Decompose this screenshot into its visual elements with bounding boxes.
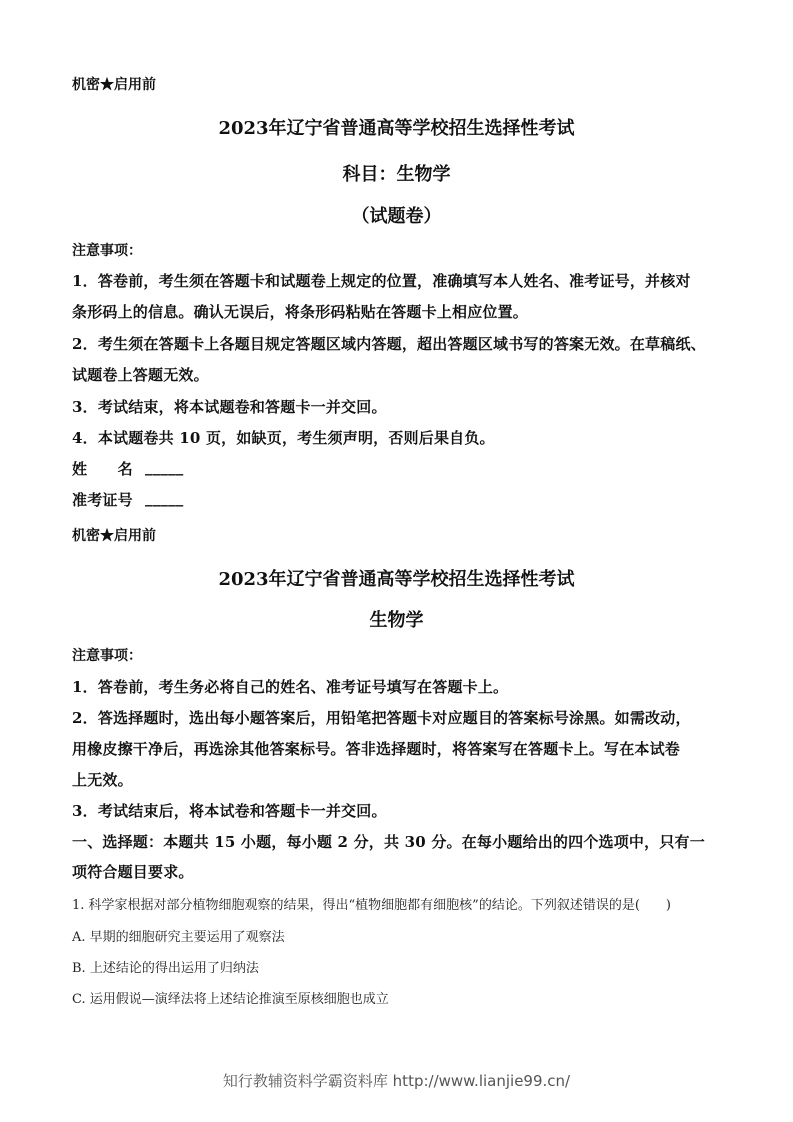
notice-line: 1．答卷前，考生务必将自己的姓名、准考证号填写在答题卡上。	[72, 678, 509, 696]
question-option-b: B. 上述结论的得出运用了归纳法	[72, 961, 259, 976]
notice-heading: 注意事项：	[72, 243, 142, 259]
exam-title: 2023年辽宁省普通高等学校招生选择性考试	[218, 118, 575, 139]
id-field-label: 准考证号	[72, 491, 133, 509]
notice-line: 2．答选择题时，选出每小题答案后，用铅笔把答题卡对应题目的答案标号涂黑。如需改动，	[72, 709, 691, 727]
notice-line: 用橡皮擦干净后，再选涂其他答案标号。答非选择题时，将答案写在答题卡上。写在本试卷	[72, 740, 681, 758]
notice-line: 1．答卷前，考生须在答题卡和试题卷上规定的位置，准确填写本人姓名、准考证号，并核对	[72, 272, 691, 290]
subject-title: 生物学	[369, 610, 424, 631]
confidential-label: 机密★启用前	[72, 77, 156, 93]
subject-title: 科目：生物学	[342, 164, 451, 185]
part-heading: 一、选择题：本题共 15 小题，每小题 2 分，共 30 分。在每小题给出的四个选项中，只有一	[72, 833, 705, 851]
notice-line: 4．本试题卷共 10 页，如缺页，考生须声明，否则后果自负。	[72, 429, 495, 447]
name-field-blank: _____	[145, 458, 184, 476]
notice-heading: 注意事项：	[72, 648, 142, 664]
question-option-c: C. 运用假说—演绎法将上述结论推演至原核细胞也成立	[72, 992, 389, 1007]
notice-line: 试题卷上答题无效。	[72, 366, 209, 384]
notice-line: 3．考试结束，将本试题卷和答题卡一并交回。	[72, 398, 387, 416]
question-stem: 1. 科学家根据对部分植物细胞观察的结果，得出“植物细胞都有细胞核”的结论。下列叙述错误的是( )	[72, 898, 671, 913]
confidential-label: 机密★启用前	[72, 528, 156, 544]
question-option-a: A. 早期的细胞研究主要运用了观察法	[72, 930, 285, 945]
footer-watermark-link[interactable]: 知行教辅资料学霸资料库 http://www.lianjie99.cn/	[222, 1072, 571, 1090]
notice-line: 2．考生须在答题卡上各题目规定答题区域内答题，超出答题区域书写的答案无效。在草稿纸、	[72, 335, 706, 353]
paper-label: （试题卷）	[351, 206, 442, 227]
name-field-label: 姓 名	[72, 460, 133, 478]
notice-line: 3．考试结束后，将本试卷和答题卡一并交回。	[72, 802, 387, 820]
notice-line: 上无效。	[72, 771, 133, 789]
exam-title: 2023年辽宁省普通高等学校招生选择性考试	[218, 569, 575, 590]
part-heading: 项符合题目要求。	[72, 863, 194, 881]
id-field-blank: _____	[145, 489, 184, 507]
notice-line: 条形码上的信息。确认无误后，将条形码粘贴在答题卡上相应位置。	[72, 303, 529, 321]
